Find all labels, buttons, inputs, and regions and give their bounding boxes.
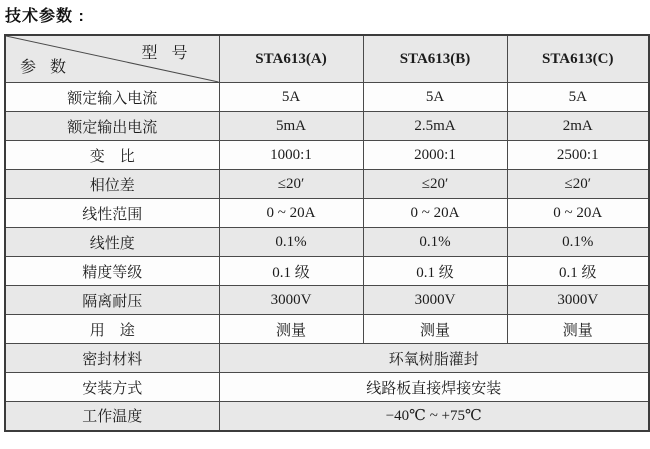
corner-label-param: 参 数 [20,59,72,76]
row-span-value: 线路板直接焊接安装 [219,373,649,402]
row-label: 变 比 [5,141,219,170]
table-row-operating-temperature [5,402,649,431]
row-label: 密封材料 [5,344,219,373]
row-value: ≤20′ [507,170,649,199]
table-row-rated-output-current [5,112,649,141]
table-row-linear-range [5,199,649,228]
row-label: 线性度 [5,228,219,257]
row-value: 测量 [507,315,649,344]
row-value: 1000:1 [219,141,363,170]
table-row-ratio [5,141,649,170]
row-value: 3000V [219,286,363,315]
row-value: 0 ~ 20A [219,199,363,228]
row-value: 2500:1 [507,141,649,170]
row-value: 5A [219,83,363,112]
table-row-phase-difference [5,170,649,199]
row-label: 额定输出电流 [5,112,219,141]
row-value: 5A [507,83,649,112]
row-value: 2.5mA [363,112,507,141]
corner-header-cell [5,35,219,83]
row-value: 0.1% [219,228,363,257]
table-row-rated-input-current [5,83,649,112]
row-label: 相位差 [5,170,219,199]
corner-diagonal [6,36,219,82]
header-row [5,35,649,83]
row-value: 5mA [219,112,363,141]
row-value: 测量 [363,315,507,344]
table-row-mounting-method [5,373,649,402]
row-value: ≤20′ [363,170,507,199]
row-label: 额定输入电流 [5,83,219,112]
table-row-accuracy-class [5,257,649,286]
row-value: 3000V [363,286,507,315]
row-value: 0 ~ 20A [507,199,649,228]
row-value: 0.1 级 [363,257,507,286]
column-header-sta613c: STA613(C) [507,35,649,83]
row-label: 工作温度 [5,402,219,431]
page-title: 技术参数 : [5,8,85,25]
table-row-isolation-voltage [5,286,649,315]
row-value: 2000:1 [363,141,507,170]
spec-table [4,34,650,432]
column-header-sta613a: STA613(A) [219,35,363,83]
row-value: 0.1 级 [507,257,649,286]
row-value: 3000V [507,286,649,315]
row-label: 用 途 [5,315,219,344]
row-span-value: 环氧树脂灌封 [219,344,649,373]
row-value: 0.1 级 [219,257,363,286]
row-value: 0.1% [363,228,507,257]
corner-label-model: 型 号 [141,45,193,62]
row-span-value: −40℃ ~ +75℃ [219,402,649,431]
row-value: ≤20′ [219,170,363,199]
row-label: 精度等级 [5,257,219,286]
row-label: 安装方式 [5,373,219,402]
row-value: 测量 [219,315,363,344]
row-value: 0 ~ 20A [363,199,507,228]
row-value: 5A [363,83,507,112]
row-label: 线性范围 [5,199,219,228]
table-row-usage [5,315,649,344]
column-header-sta613b: STA613(B) [363,35,507,83]
table-row-linearity [5,228,649,257]
row-value: 2mA [507,112,649,141]
table-row-sealing-material [5,344,649,373]
row-value: 0.1% [507,228,649,257]
row-label: 隔离耐压 [5,286,219,315]
